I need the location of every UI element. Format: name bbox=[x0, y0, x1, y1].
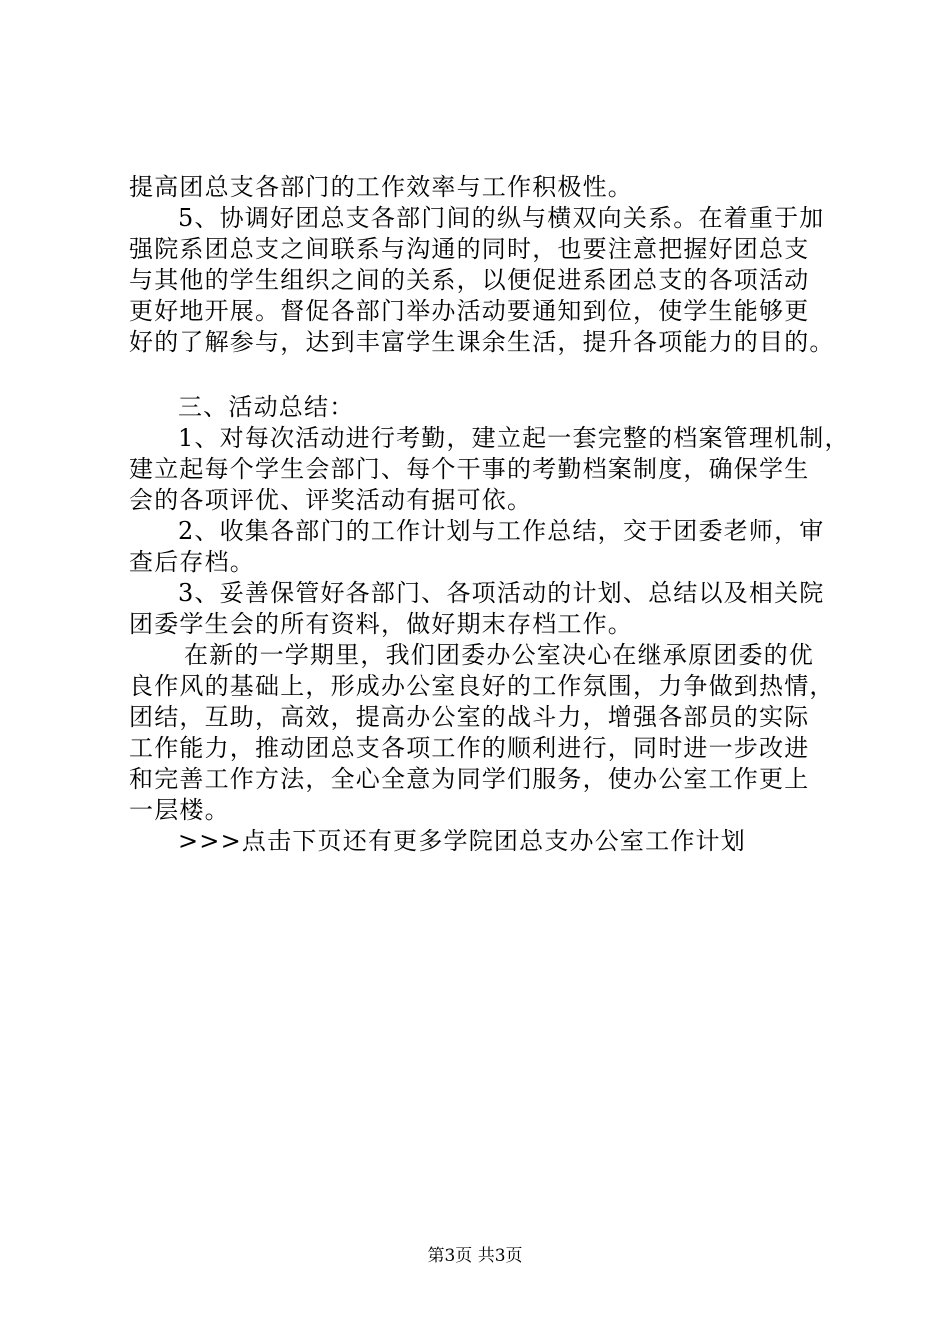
text-line: 良作风的基础上，形成办公室良好的工作氛围，力争做到热情， bbox=[129, 672, 835, 700]
text-line: 团委学生会的所有资料，做好期末存档工作。 bbox=[129, 610, 633, 638]
text-line: 会的各项评优、评奖活动有据可依。 bbox=[129, 486, 533, 514]
text-line: 2、收集各部门的工作计划与工作总结，交于团委老师，审 bbox=[178, 517, 825, 545]
paragraph-closing bbox=[129, 640, 849, 826]
text-line: 提高团总支各部门的工作效率与工作积极性。 bbox=[129, 173, 633, 201]
list-item-attendance bbox=[129, 423, 849, 516]
text-line: 在新的一学期里，我们团委办公室决心在继承原团委的优 bbox=[184, 641, 814, 669]
list-item-archive bbox=[129, 578, 849, 640]
list-item-collect-plans bbox=[129, 516, 849, 578]
page-number-footer: 第3页 共3页 bbox=[427, 1246, 523, 1266]
text-line: 建立起每个学生会部门、每个干事的考勤档案制度，确保学生 bbox=[129, 455, 810, 483]
text-line: 与其他的学生组织之间的关系，以便促进系团总支的各项活动 bbox=[129, 266, 810, 294]
paragraph-spacer bbox=[129, 358, 849, 392]
text-line: 查后存档。 bbox=[129, 548, 255, 576]
text-line: 1、对每次活动进行考勤，建立起一套完整的档案管理机制， bbox=[178, 424, 850, 452]
text-line: 团结，互助，高效，提高办公室的战斗力，增强各部员的实际 bbox=[129, 703, 810, 731]
text-line: 和完善工作方法，全心全意为同学们服务，使办公室工作更上 bbox=[129, 765, 810, 793]
text-line: 强院系团总支之间联系与沟通的同时，也要注意把握好团总支 bbox=[129, 235, 810, 263]
text-line: 更好地开展。督促各部门举办活动要通知到位，使学生能够更 bbox=[129, 297, 810, 325]
text-line: 一层楼。 bbox=[129, 796, 230, 824]
text-line: 5、协调好团总支各部门间的纵与横双向关系。在着重于加 bbox=[178, 204, 825, 232]
section-heading: 三、活动总结： bbox=[178, 393, 355, 421]
more-content-link[interactable]: >>>点击下页还有更多学院团总支办公室工作计划 bbox=[178, 827, 746, 855]
document-body bbox=[129, 172, 849, 857]
text-line: 好的了解参与，达到丰富学生课余生活，提升各项能力的目的。 bbox=[129, 328, 835, 356]
text-line: 3、妥善保管好各部门、各项活动的计划、总结以及相关院 bbox=[178, 579, 825, 607]
paragraph-department-efficiency bbox=[129, 172, 849, 358]
text-line: 工作能力，推动团总支各项工作的顺利进行，同时进一步改进 bbox=[129, 734, 810, 762]
